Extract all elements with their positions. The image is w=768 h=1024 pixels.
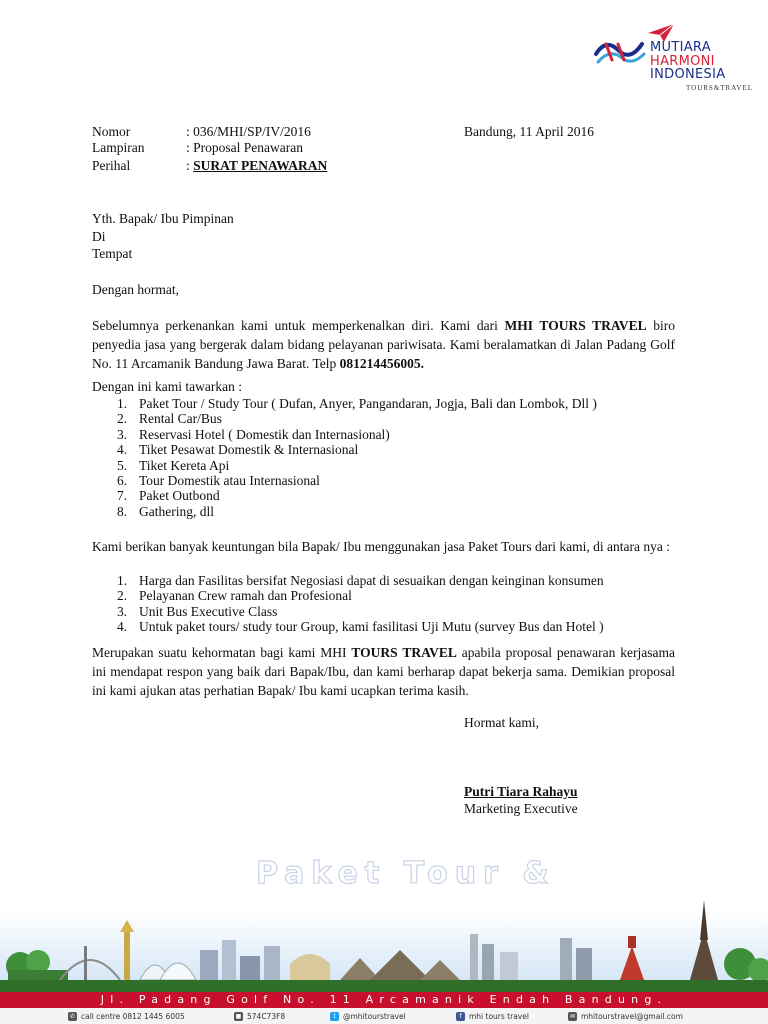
logo-line-mutiara: MUTIARA <box>650 40 711 55</box>
benefit-item <box>117 588 604 604</box>
offer-item-number: 5. <box>117 457 128 473</box>
email-icon: ✉ <box>569 1012 576 1020</box>
footer-address: Jl. Padang Golf No. 11 Arcamanik Endah Bandung. <box>100 993 668 1006</box>
perihal-value-row <box>186 158 327 174</box>
benefit-item-number: 2. <box>117 588 128 604</box>
recipient-line-1: Yth. Bapak/ Ibu Pimpinan <box>92 211 234 226</box>
intro-company: MHI TOURS TRAVEL <box>504 318 647 333</box>
footer-address-band <box>0 992 768 1008</box>
nomor-value: : 036/MHI/SP/IV/2016 <box>186 124 311 139</box>
intro-text-2: biro penyedia jasa yang bergerak dalam bidang pelayanan pariwisata. Kami beralamatkan di Jalan Padang Golf No. 11 Arcamanik Bandung Jawa Barat. Telp <box>92 318 675 371</box>
offer-item <box>117 457 597 473</box>
contact-bbm <box>234 1008 285 1024</box>
benefit-item <box>117 603 604 619</box>
contact-bbm-text: 574C73F8 <box>247 1011 286 1021</box>
closing-paragraph <box>92 643 675 700</box>
offer-item <box>117 411 597 427</box>
recipient-line-3: Tempat <box>92 246 133 261</box>
offer-item-text: Tour Domestik atau Internasional <box>139 473 320 489</box>
benefit-item <box>117 573 604 588</box>
intro-text-1: Sebelumnya perkenankan kami untuk memperkenalkan diri. Kami dari <box>92 318 505 333</box>
intro-phone: 081214456005. <box>339 356 424 371</box>
nomor-label: Nomor <box>92 124 131 139</box>
benefit-item <box>117 619 604 635</box>
contact-twitter-text: @mhitourstravel <box>343 1011 406 1021</box>
offer-item-number: 1. <box>117 396 128 411</box>
closing-text-2: apabila proposal penawaran kerjasama ini mendapat respon yang baik dari Bapak/Ibu, dan kami berharap dapat bekerja sama. Demikian proposal ini kami ajukan atas perhatian Bapak/ Ibu kami ucapkan terima kasih. <box>92 645 675 698</box>
contact-email <box>568 1008 683 1024</box>
offer-item-text: Paket Outbond <box>139 488 220 504</box>
logo-tagline: TOURS&TRAVEL <box>686 84 753 92</box>
bbm-icon: ■ <box>235 1012 242 1020</box>
offer-item-text: Paket Tour / Study Tour ( Dufan, Anyer, Pangandaran, Jogja, Bali dan Lombok, Dll ) <box>139 396 597 411</box>
perihal-value: SURAT PENAWARAN <box>193 158 328 173</box>
offer-item-text: Gathering, dll <box>139 503 214 519</box>
contact-email-text: mhitourstravel@gmail.com <box>581 1011 683 1021</box>
twitter-icon: t <box>330 1012 339 1021</box>
signature-salutation: Hormat kami, <box>464 715 539 730</box>
perihal-label: Perihal <box>92 158 131 173</box>
offer-list <box>117 396 597 519</box>
offer-item <box>117 442 597 458</box>
recipient-line-2: Di <box>92 229 106 244</box>
benefit-item-number: 1. <box>117 573 128 588</box>
company-logo <box>592 24 753 96</box>
logo-line-indonesia: INDONESIA <box>650 67 726 82</box>
offer-item-number: 7. <box>117 488 128 504</box>
offer-item-text: Tiket Pesawat Domestik & Internasional <box>139 442 359 458</box>
phone-icon: ✆ <box>69 1012 76 1020</box>
offer-item-number: 8. <box>117 503 128 519</box>
benefit-item-text: Untuk paket tours/ study tour Group, kami fasilitasi Uji Mutu (survey Bus dan Hotel ) <box>139 619 604 635</box>
contact-facebook-text: mhi tours travel <box>469 1011 529 1021</box>
benefits-list <box>117 573 604 635</box>
offer-item <box>117 488 597 504</box>
offer-item <box>117 396 597 411</box>
offer-item <box>117 503 597 519</box>
skyline-illustration-icon <box>0 880 768 992</box>
offer-intro: Dengan ini kami tawarkan : <box>92 379 242 394</box>
benefit-item-text: Unit Bus Executive Class <box>139 603 278 619</box>
offer-item <box>117 473 597 489</box>
closing-company: TOURS TRAVEL <box>351 645 457 660</box>
signatory-name: Putri Tiara Rahayu <box>464 784 578 799</box>
logo-line-harmoni: HARMONI <box>650 54 715 69</box>
lampiran-value: : Proposal Penawaran <box>186 140 303 155</box>
signatory-title: Marketing Executive <box>464 801 578 816</box>
offer-item <box>117 426 597 442</box>
greeting: Dengan hormat, <box>92 282 179 297</box>
offer-item-text: Rental Car/Bus <box>139 411 222 427</box>
footer-contact-bar <box>0 1008 768 1024</box>
facebook-icon: f <box>456 1012 465 1021</box>
benefits-intro: Kami berikan banyak keuntungan bila Bapak/ Ibu menggunakan jasa Paket Tours dari kami, di antara nya : <box>92 539 671 554</box>
benefit-item-text: Pelayanan Crew ramah dan Profesional <box>139 588 352 604</box>
offer-item-number: 2. <box>117 411 128 427</box>
contact-facebook <box>456 1008 529 1024</box>
closing-text-1: Merupakan suatu kehormatan bagi kami MHI <box>92 645 352 660</box>
perihal-colon: : <box>186 158 190 173</box>
offer-item-text: Tiket Kereta Api <box>139 457 230 473</box>
benefit-item-text: Harga dan Fasilitas bersifat Negosiasi dapat di sesuaikan dengan keinginan konsumen <box>139 573 604 588</box>
place-date: Bandung, 11 April 2016 <box>464 124 594 139</box>
contact-twitter <box>330 1008 406 1024</box>
footer-watermark: Paket Tour & <box>256 856 556 891</box>
benefit-item-number: 4. <box>117 619 128 635</box>
logo-mark-icon <box>592 32 648 68</box>
contact-call-text: call centre 0812 1445 6005 <box>81 1011 185 1021</box>
offer-item-text: Reservasi Hotel ( Domestik dan Internasional) <box>139 426 390 442</box>
offer-item-number: 3. <box>117 426 128 442</box>
offer-item-number: 6. <box>117 473 128 489</box>
lampiran-label: Lampiran <box>92 140 145 155</box>
contact-call <box>68 1008 185 1024</box>
benefit-item-number: 3. <box>117 603 128 619</box>
offer-item-number: 4. <box>117 442 128 458</box>
intro-paragraph <box>92 316 675 373</box>
